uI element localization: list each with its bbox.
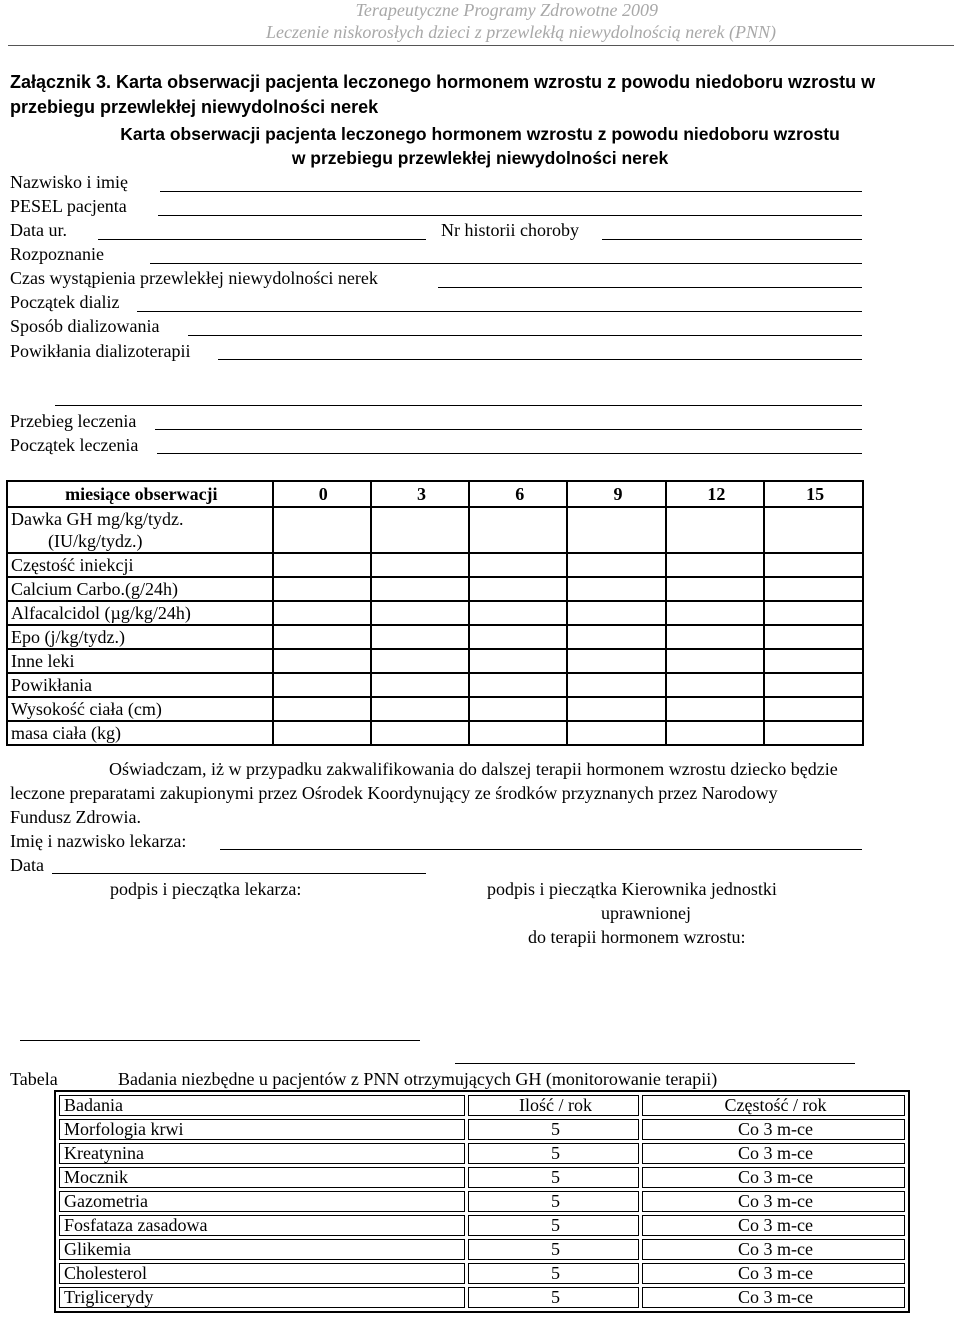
- data-cell[interactable]: [666, 553, 765, 577]
- test-name: Mocznik: [59, 1167, 465, 1188]
- row-label: Powikłania: [7, 673, 273, 697]
- data-cell[interactable]: [567, 577, 665, 601]
- test-count: 5: [468, 1239, 639, 1260]
- data-cell[interactable]: [764, 507, 863, 553]
- tests-row: [59, 1263, 905, 1284]
- row-label: Wysokość ciała (cm): [7, 697, 273, 721]
- field-treatment-start-label: Początek leczenia: [10, 435, 139, 455]
- row-label: Częstość iniekcji: [7, 553, 273, 577]
- tests-row: [59, 1287, 905, 1308]
- row-label: Dawka GH mg/kg/tydz.: [7, 507, 273, 530]
- data-cell[interactable]: [273, 721, 371, 745]
- month-header: 6: [469, 481, 567, 507]
- data-cell[interactable]: [469, 553, 567, 577]
- observation-row: [7, 601, 863, 625]
- field-history-label: Nr historii choroby: [441, 220, 579, 240]
- month-header: 9: [567, 481, 665, 507]
- data-cell[interactable]: [764, 625, 863, 649]
- test-count: 5: [468, 1143, 639, 1164]
- field-treatment-start-line[interactable]: [157, 453, 862, 454]
- test-count: 5: [468, 1119, 639, 1140]
- data-cell[interactable]: [764, 553, 863, 577]
- row-label: Inne leki: [7, 649, 273, 673]
- document-title: Załącznik 3. Karta obserwacji pacjenta leczonego hormonem wzrostu z powodu niedoboru wzrostu w przebiegu przewlekłej niewydolności nerek: [10, 72, 876, 117]
- field-dialysis-method-label: Sposób dializowania: [10, 316, 160, 336]
- tests-row: [59, 1215, 905, 1236]
- observation-row: [7, 649, 863, 673]
- data-cell[interactable]: [764, 721, 863, 745]
- declaration-line3: Fundusz Zdrowia.: [10, 807, 141, 827]
- data-cell[interactable]: [666, 601, 765, 625]
- date-label: Data: [10, 855, 44, 875]
- table-caption: Badania niezbędne u pacjentów z PNN otrzymujących GH (monitorowanie terapii): [118, 1069, 718, 1089]
- test-name: Cholesterol: [59, 1263, 465, 1284]
- field-course-label: Przebieg leczenia: [10, 411, 137, 431]
- data-cell[interactable]: [666, 507, 765, 553]
- test-name: Fosfataza zasadowa: [59, 1215, 465, 1236]
- data-cell[interactable]: [764, 577, 863, 601]
- month-header: 15: [764, 481, 863, 507]
- data-cell[interactable]: [273, 553, 371, 577]
- card-subtitle-line2: w przebiegu przewlekłej niewydolności nerek: [291, 148, 669, 168]
- data-cell[interactable]: [666, 721, 765, 745]
- data-cell[interactable]: [371, 553, 469, 577]
- data-cell[interactable]: [666, 625, 765, 649]
- test-name: Gazometria: [59, 1191, 465, 1212]
- observation-row: [7, 721, 863, 745]
- test-name: Kreatynina: [59, 1143, 465, 1164]
- data-cell[interactable]: [666, 673, 765, 697]
- tests-header-row: [59, 1095, 905, 1116]
- data-cell[interactable]: [764, 649, 863, 673]
- month-header: 0: [273, 481, 371, 507]
- field-complications-label: Powikłania dializoterapii: [10, 341, 191, 361]
- test-count: 5: [468, 1263, 639, 1284]
- data-cell[interactable]: [567, 507, 665, 553]
- data-cell[interactable]: [371, 601, 469, 625]
- data-cell[interactable]: [371, 721, 469, 745]
- test-count: 5: [468, 1215, 639, 1236]
- field-dob-line[interactable]: [98, 239, 426, 240]
- signature-head-line3: do terapii hormonem wzrostu:: [528, 927, 746, 947]
- observation-row: [7, 673, 863, 697]
- data-cell[interactable]: [273, 673, 371, 697]
- date-line[interactable]: [52, 873, 426, 874]
- observation-header-row: [7, 481, 863, 507]
- row-label: masa ciała (kg): [7, 721, 273, 745]
- test-frequency: Co 3 m-ce: [642, 1191, 905, 1212]
- field-dialysis-start-line[interactable]: [137, 311, 862, 312]
- tests-row: [59, 1239, 905, 1260]
- data-cell[interactable]: [567, 553, 665, 577]
- field-complications-line[interactable]: [218, 359, 862, 360]
- observation-row: [7, 507, 863, 530]
- field-course-line[interactable]: [155, 429, 862, 430]
- data-cell[interactable]: [469, 577, 567, 601]
- data-cell[interactable]: [371, 673, 469, 697]
- month-header: 12: [666, 481, 765, 507]
- header-divider: [8, 45, 954, 46]
- data-cell[interactable]: [567, 721, 665, 745]
- test-frequency: Co 3 m-ce: [642, 1239, 905, 1260]
- data-cell[interactable]: [764, 601, 863, 625]
- test-name: Morfologia krwi: [59, 1119, 465, 1140]
- test-count: 5: [468, 1287, 639, 1308]
- field-dialysis-start-label: Początek dializ: [10, 292, 120, 312]
- tests-header: Częstość / rok: [642, 1095, 905, 1116]
- data-cell[interactable]: [567, 697, 665, 721]
- field-diagnosis-line[interactable]: [150, 263, 862, 264]
- data-cell[interactable]: [764, 697, 863, 721]
- tests-header: Badania: [59, 1095, 465, 1116]
- tests-row: [59, 1119, 905, 1140]
- data-cell[interactable]: [666, 697, 765, 721]
- data-cell[interactable]: [469, 697, 567, 721]
- test-name: Triglicerydy: [59, 1287, 465, 1308]
- doctor-name-label: Imię i nazwisko lekarza:: [10, 831, 187, 851]
- data-cell[interactable]: [469, 507, 567, 553]
- data-cell[interactable]: [469, 649, 567, 673]
- test-count: 5: [468, 1191, 639, 1212]
- field-dob-label: Data ur.: [10, 220, 67, 240]
- data-cell[interactable]: [567, 625, 665, 649]
- field-dialysis-method-line[interactable]: [188, 335, 862, 336]
- observation-row: [7, 697, 863, 721]
- test-frequency: Co 3 m-ce: [642, 1119, 905, 1140]
- signature-doctor-line[interactable]: [20, 1040, 420, 1041]
- tests-header: Ilość / rok: [468, 1095, 639, 1116]
- observation-table: [6, 480, 864, 746]
- data-cell[interactable]: [371, 507, 469, 553]
- data-cell[interactable]: [273, 601, 371, 625]
- signature-head-line2: uprawnionej: [601, 903, 691, 923]
- field-blank-line[interactable]: [55, 405, 862, 406]
- data-cell[interactable]: [371, 649, 469, 673]
- observation-header-label: miesiące obserwacji: [7, 481, 273, 507]
- test-frequency: Co 3 m-ce: [642, 1167, 905, 1188]
- data-cell[interactable]: [371, 625, 469, 649]
- row-label: Calcium Carbo.(g/24h): [7, 577, 273, 601]
- test-frequency: Co 3 m-ce: [642, 1287, 905, 1308]
- data-cell[interactable]: [764, 673, 863, 697]
- card-subtitle-line1: Karta obserwacji pacjenta leczonego hormonem wzrostu z powodu niedoboru wzrostu: [120, 124, 840, 144]
- data-cell[interactable]: [273, 507, 371, 553]
- doctor-name-line[interactable]: [220, 849, 862, 850]
- tests-row: [59, 1143, 905, 1164]
- test-frequency: Co 3 m-ce: [642, 1263, 905, 1284]
- data-cell[interactable]: [469, 673, 567, 697]
- signature-doctor-label: podpis i pieczątka lekarza:: [110, 879, 302, 899]
- data-cell[interactable]: [567, 649, 665, 673]
- data-cell[interactable]: [666, 649, 765, 673]
- data-cell[interactable]: [273, 625, 371, 649]
- observation-row: [7, 625, 863, 649]
- row-label: Epo (j/kg/tydz.): [7, 625, 273, 649]
- data-cell[interactable]: [567, 601, 665, 625]
- row-label: Alfacalcidol (µg/kg/24h): [7, 601, 273, 625]
- data-cell[interactable]: [469, 721, 567, 745]
- row-label: (IU/kg/tydz.): [7, 530, 273, 553]
- field-history-line[interactable]: [602, 239, 862, 240]
- signature-head-line1: podpis i pieczątka Kierownika jednostki: [487, 879, 777, 899]
- test-count: 5: [468, 1167, 639, 1188]
- field-name-label: Nazwisko i imię: [10, 172, 128, 192]
- field-pesel-line[interactable]: [158, 215, 862, 216]
- declaration-line1: Oświadczam, iż w przypadku zakwalifikowania do dalszej terapii hormonem wzrostu dziecko będzie: [109, 759, 838, 779]
- field-onset-label: Czas wystąpienia przewlekłej niewydolności nerek: [10, 268, 378, 288]
- field-onset-line[interactable]: [438, 287, 862, 288]
- header-program-subtitle: Leczenie niskorosłych dzieci z przewlekłą niewydolnością nerek (PNN): [265, 22, 776, 42]
- header-program-title: Terapeutyczne Programy Zdrowotne 2009: [355, 0, 658, 20]
- test-frequency: Co 3 m-ce: [642, 1143, 905, 1164]
- data-cell[interactable]: [371, 577, 469, 601]
- data-cell[interactable]: [371, 697, 469, 721]
- data-cell[interactable]: [273, 649, 371, 673]
- field-diagnosis-label: Rozpoznanie: [10, 244, 104, 264]
- test-frequency: Co 3 m-ce: [642, 1215, 905, 1236]
- field-name-line[interactable]: [160, 191, 862, 192]
- tests-table: [54, 1090, 910, 1313]
- data-cell[interactable]: [469, 601, 567, 625]
- data-cell[interactable]: [469, 625, 567, 649]
- declaration-line2: leczone preparatami zakupionymi przez Ośrodek Koordynujący ze środków przyznanych przez Narodowy: [10, 783, 778, 803]
- tests-row: [59, 1191, 905, 1212]
- data-cell[interactable]: [273, 697, 371, 721]
- data-cell[interactable]: [666, 577, 765, 601]
- observation-row: [7, 553, 863, 577]
- tests-row: [59, 1167, 905, 1188]
- table-label: Tabela: [10, 1069, 58, 1089]
- signature-head-line[interactable]: [455, 1063, 855, 1064]
- data-cell[interactable]: [567, 673, 665, 697]
- field-pesel-label: PESEL pacjenta: [10, 196, 127, 216]
- month-header: 3: [371, 481, 469, 507]
- test-name: Glikemia: [59, 1239, 465, 1260]
- data-cell[interactable]: [273, 577, 371, 601]
- observation-row: [7, 577, 863, 601]
